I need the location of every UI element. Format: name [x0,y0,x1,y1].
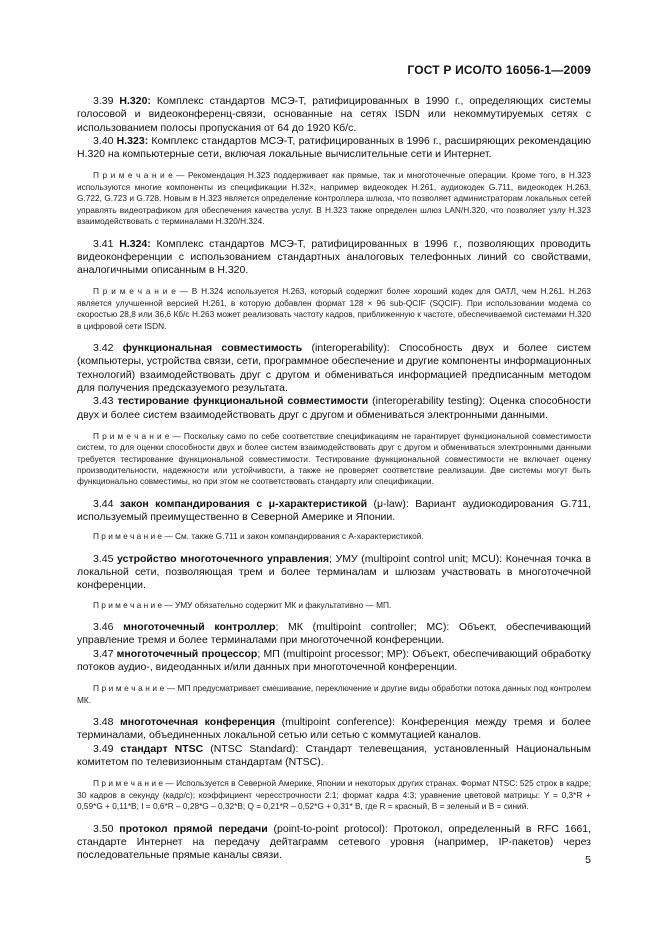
term-3-43: 3.43 тестирование функциональной совместимости (interoperability testing): Оценка способности двух и более систем взаимодействовать друг с другом и обмениваться электронными данными. [77,395,591,421]
term-3-44: 3.44 закон компандирования с μ-характеристикой (μ-law): Вариант аудиокодирования G.711, используемый преимущественно в Северной Америке и Японии. [77,497,591,524]
note-3-47: П р и м е ч а н и е — МП предусматривает смешивание, переключение и другие виды обработки потока данных под контролем МК. [77,683,591,705]
term-3-48: 3.48 многоточечная конференция (multipoint conference): Конференция между тремя и более терминалами, объединенных локальной сетью или сетью с коммутацией каналов. [77,716,591,742]
term-3-49: 3.49 стандарт NTSC (NTSC Standard): Стандарт телевещания, установленный Национальным комитетом по телевизионным стандартам (NTSC). [77,742,591,769]
term-3-45: 3.45 устройство многоточечного управления; УМУ (multipoint control unit; MCU): Конечная точка в локальной сети, позволяющая трем и более терминалам и шлюзам участвовать в многоточечной конференции. [77,552,591,592]
term-3-41: 3.41 H.324: Комплекс стандартов МСЭ-Т, ратифицированных в 1996 г., позволяющих проводить видеоконференции с использованием стандартных аналоговых телефонных линий со свойствами, аналогичными описанным в H.320. [77,237,591,277]
page-number: 5 [585,854,591,866]
term-3-39: 3.39 H.320: Комплекс стандартов МСЭ-Т, ратифицированных в 1990 г., определяющих системы голосовой и видеоконференц-связи, основанные на сетях ISDN или некоммутируемых сетях с использованием полосы пропускания от 64 до 1920 Кб/с. [77,95,591,134]
document-header: ГОСТ Р ИСО/ТО 16056-1—2009 [407,63,591,77]
note-3-44: П р и м е ч а н и е — См. также G.711 и закон компандирования с А-характеристикой. [93,531,424,542]
term-3-47: 3.47 многоточечный процессор; МП (multipoint processor; MP): Объект, обеспечивающий обработку потоков аудио-, видеоданных и/или данных при многоточечной конференции. [77,647,591,674]
note-3-41: П р и м е ч а н и е — В H.324 используется H.263, который содержит более хороший кодек для ОАТЛ, чем H.261. H.263 является улучшенной версией H.261, в которую добавлен формат 128 × 96 sub-QCIF (SQCIF). При использовании модема со скоростью 28,8 или 36,6 Кб/с H.263 может реализовать частоту кадров, приближенную к частоте, обеспечиваемой системами H.320 в цифровой сети ISDN. [77,286,591,331]
note-3-45: П р и м е ч а н и е — УМУ обязательно содержит МК и факультативно — МП. [93,599,392,610]
term-3-46: 3.46 многоточечный контроллер; МК (multipoint controller; MC): Объект, обеспечивающий управление тремя и более терминалами при многоточечной конференции. [77,621,591,647]
note-3-49: П р и м е ч а н и е — Используется в Северной Америке, Японии и некоторых других странах. Формат NTSC: 525 строк в кадре; 30 кадров в секунду (кадр/с); коэффициент чересстрочности 2:1; формат кадра 4:3; уравнение цветовой матрицы: Y = 0,3*R + 0,59*G + 0,11*B; I = 0,6*R – 0,28*G – 0,32*B; Q = 0,21*R – 0,52*G + 0,31* B, где R = красный, B = зеленый и B = синий. [77,778,591,812]
note-3-40: П р и м е ч а н и е — Рекомендация H.323 поддерживает как прямые, так и многоточечные операции. Кроме того, в H.323 используются многие компоненты из спецификации H.32×, например видеокодек H.261, аудиокодек G.711, видеокодек H.263, G.722, G.723 и G.728. Новым в H.323 является определение контроллера шлюза, что позволяет администраторам локальных сетей управлять видеотрафиком для обеспечения качества услуг. В H.323 также определен шлюз LAN/H.320, что позволяет узлу H.323 взаимодействовать с терминалами H.320/H.324. [77,170,591,227]
term-3-40: 3.40 H.323: Комплекс стандартов МСЭ-Т, ратифицированных в 1996 г., расширяющих рекомендацию H.320 на компьютерные сети, включая локальные вычислительные сети и Интернет. [77,134,591,161]
document-body [77,95,591,862]
term-3-42: 3.42 функциональная совместимость (interoperability): Способность двух и более систем (компьютеры, устройства связи, сети, программное обеспечение и другие компоненты информационных технологий) взаимодействовать друг с другом и обмениваться информацией предписанным методом для получения предсказуемого результата. [77,342,591,394]
note-3-43: П р и м е ч а н и е — Поскольку само по себе соответствие спецификациям не гарантирует функциональной совместимости систем, то для оценки способности двух и более систем взаимодействовать друг с другом и обмениваться электронными данными требуется тестирование функциональной совместимости. Тестирование функциональной совместимости не включает оценку производительности, надежности или устойчивости, а также не проверяет соответствие реализации. Две системы могут быть функционально совместимы, но при этом не соответствовать стандарту или спецификации. [77,430,591,487]
term-3-50: 3.50 протокол прямой передачи (point-to-point protocol): Протокол, определенный в RFC 1661, стандарте Интернет на передачу дейтаграмм сетевого уровня (например, IP-пакетов) через последовательные прямые каналы связи. [77,822,591,862]
